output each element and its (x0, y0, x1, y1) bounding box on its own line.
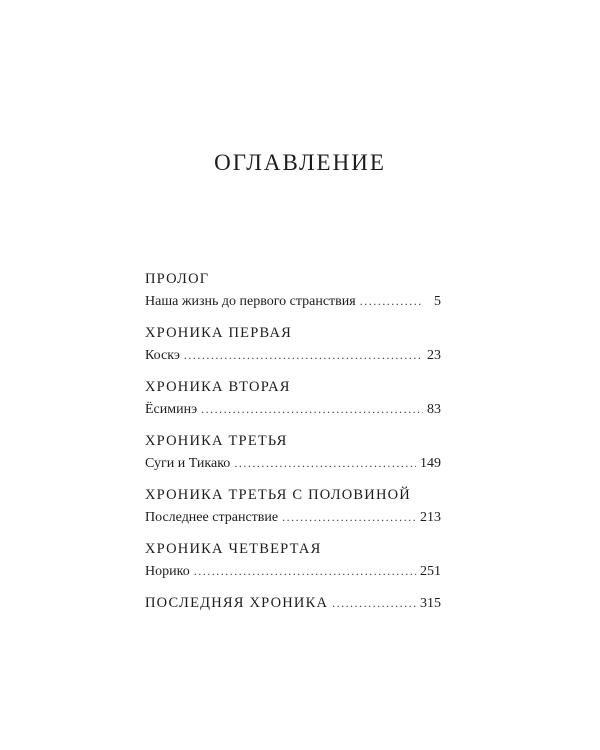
page-number: 23 (427, 348, 441, 363)
toc-section-chronicle-4 (145, 538, 441, 582)
dot-leader (332, 592, 416, 614)
page-number: 251 (420, 564, 441, 579)
toc-section-chronicle-3 (145, 430, 441, 474)
toc-entry[interactable] (145, 592, 441, 614)
entry-title: ПОСЛЕДНЯЯ ХРОНИКА (145, 595, 329, 611)
toc-entry[interactable] (145, 344, 441, 366)
toc-section-chronicle-2 (145, 376, 441, 420)
entry-title: Коскэ (145, 348, 180, 363)
section-heading: ХРОНИКА ПЕРВАЯ (145, 325, 292, 341)
toc-entry[interactable] (145, 452, 441, 474)
page-title: ОГЛАВЛЕНИЕ (214, 150, 386, 175)
toc-section-prologue (145, 268, 441, 312)
section-heading: ПРОЛОГ (145, 271, 210, 287)
entry-title: Норико (145, 564, 190, 579)
dot-leader (360, 290, 423, 312)
toc-entry[interactable] (145, 290, 441, 312)
toc-entry[interactable] (145, 560, 441, 582)
toc-section-chronicle-3-5 (145, 484, 441, 528)
table-of-contents (145, 268, 441, 624)
page-number: 149 (420, 456, 441, 471)
entry-title: Ёсиминэ (145, 402, 198, 417)
toc-entry[interactable] (145, 398, 441, 420)
toc-section-final (145, 592, 441, 614)
dot-leader (282, 506, 416, 528)
dot-leader (184, 344, 423, 366)
dot-leader (201, 398, 423, 420)
page-number: 5 (434, 294, 441, 309)
section-heading: ХРОНИКА ТРЕТЬЯ С ПОЛОВИНОЙ (145, 487, 411, 503)
section-heading: ХРОНИКА ЧЕТВЕРТАЯ (145, 541, 322, 557)
section-heading: ХРОНИКА ТРЕТЬЯ (145, 433, 288, 449)
section-heading: ХРОНИКА ВТОРАЯ (145, 379, 291, 395)
toc-entry[interactable] (145, 506, 441, 528)
toc-section-chronicle-1 (145, 322, 441, 366)
dot-leader (234, 452, 416, 474)
entry-title: Суги и Тикако (145, 456, 231, 471)
entry-title: Наша жизнь до первого странствия (145, 294, 356, 309)
page-number: 83 (427, 402, 441, 417)
page-number: 315 (420, 596, 441, 611)
dot-leader (194, 560, 416, 582)
entry-title: Последнее странствие (145, 510, 279, 525)
page-number: 213 (420, 510, 441, 525)
